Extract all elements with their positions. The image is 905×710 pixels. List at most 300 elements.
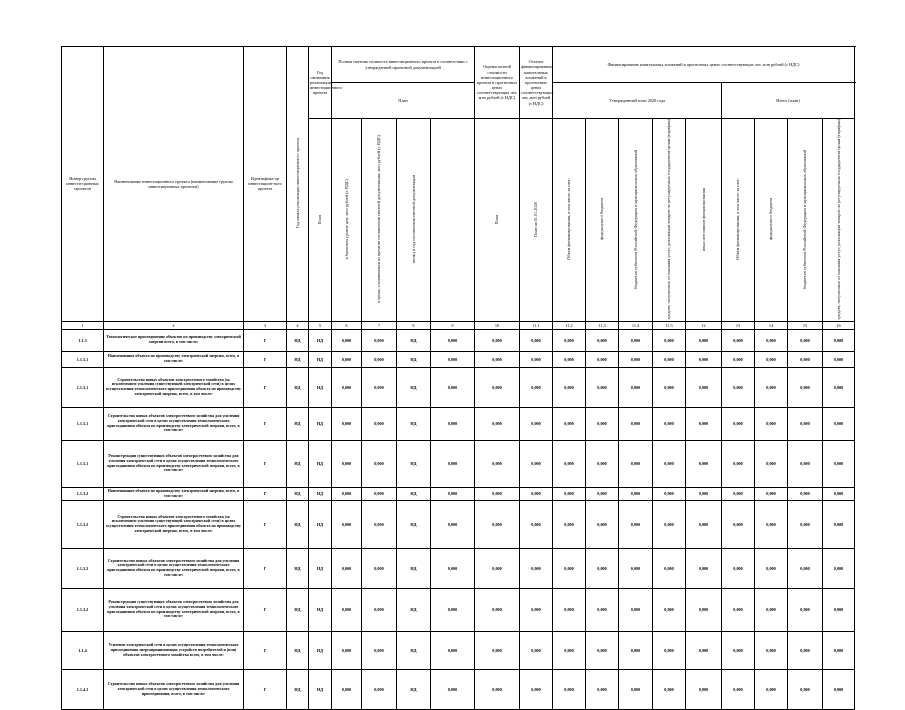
row-value: 0,000 [619,440,653,487]
row-value: 0,000 [362,669,397,709]
column-number: 4 [287,321,309,329]
row-project-name: Наименование объекта по производству электрической энергии, всего, в том числе: [104,351,244,367]
row-project-id: Г [244,631,287,669]
column-number: 13 [722,321,755,329]
row-value: 0,000 [553,440,586,487]
row-project-id: Г [244,351,287,367]
row-value: НД [309,588,332,631]
row-value: 0,000 [431,367,475,407]
row-value: 0,000 [619,367,653,407]
row-value: 0,000 [586,588,619,631]
row-value: 0,000 [475,548,520,588]
row-project-id: Г [244,367,287,407]
row-value: НД [309,548,332,588]
row-value: 0,000 [520,329,553,351]
column-number: 8 [397,321,431,329]
row-value: НД [397,487,431,500]
row-value: 0,000 [619,631,653,669]
table-row [62,500,855,548]
row-value: 0,000 [722,407,755,440]
row-value: 0,000 [722,548,755,588]
column-number: 11.2 [553,321,586,329]
row-project-name: Строительство новых объектов электросетевого хозяйства для усиления электрической сети в целях осуществления технологического присоединения, всего, в том числе: [104,669,244,709]
column-number: 6 [332,321,362,329]
table-row [62,487,855,500]
table-row [62,329,855,351]
row-value: 0,000 [722,487,755,500]
row-value: 0,000 [362,329,397,351]
row-number: 1.1.4.1 [62,669,104,709]
row-value: 0,000 [586,631,619,669]
row-project-name: Строительство новых объектов электросетевого хозяйства для усиления электрической сети в целях осуществления технологического присоединения объекта по производству электрической энергии, всего, в том числе: [104,548,244,588]
header-c14-label: бюджетов субъектов Российской Федерации и муниципальных образований [802,149,808,289]
row-value: 0,000 [362,351,397,367]
row-value: 0,000 [653,367,686,407]
column-number-row [62,321,855,329]
row-value: 0,000 [755,367,788,407]
header-c6-label: в базисном уровне цен, млн рублей (с НДС) [343,179,349,260]
row-value: 0,000 [619,487,653,500]
row-value: 0,000 [586,548,619,588]
row-value: НД [309,329,332,351]
row-value: 0,000 [362,487,397,500]
row-value: 0,000 [686,351,722,367]
row-value: 0,000 [553,367,586,407]
row-project-name: Строительство новых объектов электросетевого хозяйства (за исключением усиления существующей электрической сети) в целях осуществления технологического присоединения объекта по производству электрической энергии, всего, в том числе: [104,500,244,548]
header-c11-4 [653,119,686,322]
row-value: 0,000 [475,351,520,367]
row-value: 0,000 [755,588,788,631]
row-value: 0,000 [755,351,788,367]
row-value: 0,000 [788,588,823,631]
row-value: 0,000 [553,407,586,440]
row-value: 0,000 [722,669,755,709]
header-c11-5 [686,119,722,322]
row-value: 0,000 [431,588,475,631]
header-c9-label: План [494,214,500,224]
row-value: 0,000 [686,329,722,351]
row-project-name: Реконструкция существующих объектов электросетевого хозяйства для усиления электрической сети в целях осуществления технологического присоединения объекта по производству электрической энергии, всего, в том числе: [104,588,244,631]
row-value: 0,000 [788,351,823,367]
row-value: 0,000 [788,500,823,548]
row-value: 0,000 [520,588,553,631]
row-project-id: Г [244,500,287,548]
row-value: 0,000 [553,631,586,669]
header-project-name: Наименование инвестиционного проекта (наименование группы инвестиционных проектов) [104,47,244,322]
row-value: 0,000 [653,500,686,548]
row-value: 0,000 [653,588,686,631]
header-c10-label: План на 01.01.2020 [533,201,539,237]
column-number: 16 [823,321,855,329]
row-project-id: Г [244,588,287,631]
row-project-name: Усиление электрической сети в целях осуществления технологического присоединения энергопринимающих устройств потребителей и (или) объектов электросетевого хозяйства всего, в том числе: [104,631,244,669]
row-value: НД [397,669,431,709]
row-value: 0,000 [823,487,855,500]
row-value: 0,000 [686,487,722,500]
row-value: 0,000 [722,440,755,487]
row-value: НД [287,351,309,367]
row-value: 0,000 [722,631,755,669]
row-value: 0,000 [722,329,755,351]
row-number: 1.1.3.1 [62,367,104,407]
row-value: НД [309,669,332,709]
row-value: 0,000 [788,440,823,487]
row-value: НД [287,407,309,440]
header-group-number: Номер группы инвести-ционных проектов [62,47,104,322]
header-plan: План [332,83,475,119]
header-c8-label: месяц и год составления сметной документации [410,175,416,264]
table-body [62,329,855,709]
column-number: 11.1 [520,321,553,329]
row-project-name: Наименование объекта по производству электрической энергии, всего, в том числе: [104,487,244,500]
header-project-id: Идентифика-ор инвестицион-ного проекта [244,47,287,322]
row-value: 0,000 [362,407,397,440]
row-value: НД [309,351,332,367]
row-value: 0,000 [431,487,475,500]
row-value: 0,000 [619,669,653,709]
row-value: 0,000 [755,631,788,669]
row-value: НД [397,631,431,669]
row-value: НД [397,548,431,588]
row-value: 0,000 [362,500,397,548]
column-number: 7 [362,321,397,329]
table-row [62,631,855,669]
row-value: 0,000 [586,669,619,709]
row-value: 0,000 [475,631,520,669]
header-c10 [520,119,553,322]
row-value: 0,000 [653,329,686,351]
row-value: НД [397,440,431,487]
row-value: 0,000 [475,669,520,709]
row-value: 0,000 [755,329,788,351]
row-value: НД [397,500,431,548]
row-value: 0,000 [475,329,520,351]
table-row [62,669,855,709]
column-number: 12 [686,321,722,329]
header-c11-3 [619,119,653,322]
row-value: 0,000 [788,367,823,407]
row-value: 0,000 [788,407,823,440]
row-project-id: Г [244,329,287,351]
table-row [62,588,855,631]
row-value: 0,000 [686,588,722,631]
row-value: 0,000 [823,669,855,709]
header-c11-1 [553,119,586,322]
row-value: 0,000 [553,329,586,351]
header-c11-1-label: Объем финансирования, в том числе за счет: [566,178,572,261]
row-value: 0,000 [431,500,475,548]
row-value: 0,000 [362,631,397,669]
row-project-id: Г [244,548,287,588]
row-value: 0,000 [722,500,755,548]
row-number: 1.1.3.1 [62,351,104,367]
row-number: 1.1.3.2 [62,500,104,548]
row-value: 0,000 [553,487,586,500]
row-value: НД [287,329,309,351]
row-value: 0,000 [475,588,520,631]
row-value: 0,000 [755,548,788,588]
row-value: 0,000 [332,669,362,709]
header-c7 [362,119,397,322]
row-value: 0,000 [755,669,788,709]
row-value: 0,000 [686,407,722,440]
row-value: НД [397,329,431,351]
row-value: 0,000 [332,631,362,669]
row-value: 0,000 [520,548,553,588]
row-value: 0,000 [823,440,855,487]
column-number: 1 [62,321,104,329]
row-value: 0,000 [653,351,686,367]
table-row [62,367,855,407]
row-number: 1.1.3.2 [62,548,104,588]
row-value: 0,000 [788,487,823,500]
row-value: 0,000 [755,487,788,500]
row-value: 0,000 [520,367,553,407]
row-value: 0,000 [553,588,586,631]
column-number: 14 [755,321,788,329]
row-value: 0,000 [475,440,520,487]
row-value: 0,000 [823,631,855,669]
row-value: 0,000 [755,440,788,487]
row-value: 0,000 [475,407,520,440]
row-value: 0,000 [520,669,553,709]
row-value: НД [287,440,309,487]
header-c5-plan [309,119,332,322]
row-value: 0,000 [520,440,553,487]
header-c12 [722,119,755,322]
row-value: 0,000 [823,500,855,548]
column-number: 10 [475,321,520,329]
row-value: НД [309,407,332,440]
row-value: 0,000 [722,588,755,631]
row-value: 0,000 [431,669,475,709]
row-value: 0,000 [686,367,722,407]
row-value: НД [397,351,431,367]
row-value: 0,000 [653,548,686,588]
row-value: 0,000 [431,631,475,669]
row-value: 0,000 [788,669,823,709]
row-value: НД [309,367,332,407]
row-value: 0,000 [332,440,362,487]
row-value: 0,000 [520,500,553,548]
row-value: 0,000 [332,500,362,548]
header-financing: Финансирование капитальных вложений в прогнозных ценах соответствующих лет, млн рублей (с НДС) [553,47,855,83]
row-value: 0,000 [586,367,619,407]
row-value: 0,000 [823,351,855,367]
row-value: НД [287,500,309,548]
row-value: 0,000 [475,367,520,407]
column-number: 3 [244,321,287,329]
row-value: 0,000 [722,351,755,367]
row-value: 0,000 [619,351,653,367]
header-full-cost: Полная сметная стоимость инвестиционного проекта в соответствии с утвержденной проектной документацией [332,47,475,83]
row-project-id: Г [244,487,287,500]
row-value: 0,000 [332,351,362,367]
header-c12-label: Объем финансирования, в том числе за счет: [735,178,741,261]
row-project-name: Технологическое присоединение объектов по производству электрической энергии всего, в том числе: [104,329,244,351]
row-value: НД [287,588,309,631]
header-c8 [397,119,431,322]
row-value: 0,000 [553,500,586,548]
column-number-row-cells [62,321,855,329]
row-value: 0,000 [332,407,362,440]
row-value: НД [397,588,431,631]
row-project-id: Г [244,669,287,709]
header-c11-5-label: иных источников финансирования [700,187,706,251]
row-project-name: Реконструкция существующих объектов электросетевого хозяйства для усиления электрической сети в целях осуществления технологического присоединения объекта по производству электрической энергии, всего, в том числе: [104,440,244,487]
header-c5-plan-label: План [317,214,323,224]
row-value: 0,000 [823,367,855,407]
row-value: 0,000 [362,367,397,407]
row-value: 0,000 [586,500,619,548]
row-value: 0,000 [586,487,619,500]
header-c7-label: в ценах, сложившихся ко времени составления сметной документации, млн рублей (с НДС) [376,135,382,304]
row-value: 0,000 [653,631,686,669]
row-value: 0,000 [520,487,553,500]
row-value: 0,000 [823,407,855,440]
row-value: 0,000 [686,631,722,669]
row-value: 0,000 [653,669,686,709]
row-value: 0,000 [686,440,722,487]
row-value: 0,000 [823,588,855,631]
table-row [62,351,855,367]
row-value: 0,000 [586,440,619,487]
column-number: 2 [104,321,244,329]
column-number: 11.5 [653,321,686,329]
row-value: 0,000 [332,487,362,500]
row-value: 0,000 [619,548,653,588]
header-remaining-financing: Остаток финансирования капитальных вложений в прогнозных ценах соответствующих лет, млн рублей (с НДС) [520,47,553,119]
header-c13 [755,119,788,322]
header-c11-2-label: федерального бюджета [599,198,605,241]
row-value: 0,000 [520,351,553,367]
row-value: НД [309,631,332,669]
column-number: 5 [309,321,332,329]
row-value: 0,000 [332,329,362,351]
header-c15-label: средств, полученных от оказания услуг, реализации товаров по регулируемым государством ценам (тарифам) [835,119,841,320]
column-number: 11.3 [586,321,619,329]
row-value: НД [309,500,332,548]
row-number: 1.1.3.1 [62,440,104,487]
header-start-year [287,47,309,322]
row-project-id: Г [244,440,287,487]
row-value: 0,000 [475,500,520,548]
row-number: 1.1.3.2 [62,487,104,500]
row-value: 0,000 [362,588,397,631]
header-c11-4-label: средств, полученных от оказания услуг, реализации товаров по регулируемым государством ценам (тарифам) [666,119,672,320]
row-value: НД [309,487,332,500]
row-value: 0,000 [686,500,722,548]
row-number: 1.1.4 [62,631,104,669]
investment-program-sheet [61,46,855,710]
row-value: 0,000 [520,407,553,440]
row-project-name: Строительство новых объектов электросетевого хозяйства (за исключением усиления существующей электрической сети) в целях осуществления технологического присоединения объекта по производству электрической энергии, всего, в том числе: [104,367,244,407]
row-value: 0,000 [362,440,397,487]
header-c9 [475,119,520,322]
investment-table [61,46,855,710]
header-total-plan: Итого (план) [722,83,855,119]
row-value: 0,000 [619,329,653,351]
row-value: 0,000 [553,548,586,588]
row-value: 0,000 [755,500,788,548]
row-value: 0,000 [823,329,855,351]
row-value: 0,000 [686,669,722,709]
row-value: 0,000 [553,669,586,709]
row-value: 0,000 [653,487,686,500]
row-project-name: Строительство новых объектов электросетевого хозяйства для усиления электрической сети в целях осуществления технологического присоединения объекта по производству электрической энергии, всего, в том числе: [104,407,244,440]
header-c6 [332,119,362,322]
row-value: 0,000 [722,367,755,407]
row-value: 0,000 [619,500,653,548]
row-value: 0,000 [431,548,475,588]
row-value: 0,000 [823,548,855,588]
row-value: 0,000 [431,407,475,440]
row-value: 0,000 [332,367,362,407]
row-value: 0,000 [653,440,686,487]
row-value: НД [309,440,332,487]
row-value: 0,000 [653,407,686,440]
table-row [62,440,855,487]
table-row [62,407,855,440]
row-value: 0,000 [520,631,553,669]
row-value: НД [287,367,309,407]
table-row [62,548,855,588]
row-value: НД [287,669,309,709]
header-c15 [823,119,855,322]
column-number: 9 [431,321,475,329]
header-c14 [788,119,823,322]
header-approved-plan: Утвержденный план 2020 года [553,83,722,119]
row-value: 0,000 [619,407,653,440]
row-value: 0,000 [332,588,362,631]
row-number: 1.1.3.1 [62,407,104,440]
row-value: НД [287,487,309,500]
header-c8c [431,119,475,322]
row-number: 1.1.3.2 [62,588,104,631]
row-value: 0,000 [686,548,722,588]
row-value: 0,000 [788,631,823,669]
row-value: 0,000 [586,351,619,367]
row-value: 0,000 [586,407,619,440]
row-project-id: Г [244,407,287,440]
row-value: 0,000 [553,351,586,367]
header-start-year-label: Год начала реализации инвестиционного проекта [294,138,300,229]
row-value: НД [287,548,309,588]
row-value: 0,000 [362,548,397,588]
row-value: 0,000 [431,329,475,351]
row-value: 0,000 [586,329,619,351]
row-value: 0,000 [332,548,362,588]
row-value: 0,000 [431,351,475,367]
row-value: 0,000 [788,329,823,351]
row-value: 0,000 [619,588,653,631]
header-full-cost-estimate: Оценка полной стоимости инвестиционного проекта в прогнозных ценах соответствующих лет, млн рублей (с НДС) [475,47,520,119]
header-c13-label: федерального бюджета [768,198,774,241]
row-value: 0,000 [431,440,475,487]
header-end-year: Год окончания реализации инвестиционного проекта [309,47,332,119]
row-value: НД [397,367,431,407]
row-value: НД [397,407,431,440]
header-c11-2 [586,119,619,322]
row-value: 0,000 [755,407,788,440]
row-number: 1.1.3 [62,329,104,351]
column-number: 15 [788,321,823,329]
row-value: 0,000 [788,548,823,588]
row-value: НД [287,631,309,669]
column-number: 11.4 [619,321,653,329]
row-value: 0,000 [475,487,520,500]
header-c11-3-label: бюджетов субъектов Российской Федерации и муниципальных образований [632,149,638,289]
